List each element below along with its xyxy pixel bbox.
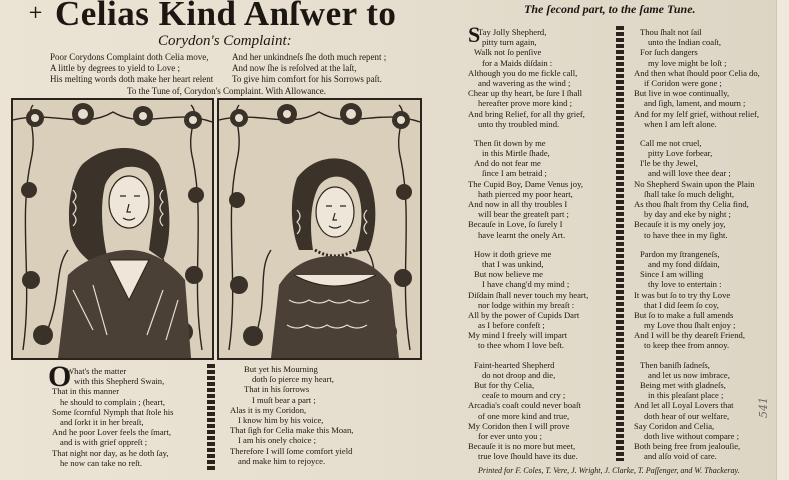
verse-line: for a Maids diſdain : (482, 57, 553, 68)
verse-line: and will love thee dear ; (648, 168, 731, 179)
verse-line: do not droop and die, (482, 369, 556, 380)
verse-line: to have thee in my ſight. (644, 229, 728, 240)
ballad-title: Celias Kind Anſwer to (55, 0, 397, 33)
verse-line: Alas it is my Coridon, (230, 404, 307, 415)
verse-line: And then what ſhould poor Celia do, (634, 67, 760, 78)
verse-line: and alſo void of care. (644, 451, 717, 462)
verse-line: have learnt the onely Art. (478, 229, 566, 240)
stanza-gap (468, 129, 588, 138)
verse-line: I am his onely choice ; (238, 435, 317, 446)
verse-line: of one more kind and true, (478, 410, 570, 421)
verse-col-4 (634, 27, 760, 462)
verse-line: That in his ſorrows (244, 384, 310, 395)
verse-line: by day and eke by night ; (644, 209, 731, 220)
woodcut-man (11, 98, 214, 360)
verse-line: nor lodge within my breaſt : (478, 299, 575, 310)
verse-line: Since I am willing (640, 269, 704, 280)
dropcap-s: S (468, 22, 481, 47)
verse-line: As thou ſhalt from thy Celia find, (634, 199, 749, 209)
verse-line: For ſuch dangers (640, 47, 698, 58)
woodcut-woman (217, 98, 422, 360)
verse-line: Although you do me fickle call, (468, 67, 578, 78)
verse-line: doth hear of our welfare, (644, 410, 730, 421)
verse-line: and my fond diſdain, (648, 258, 720, 269)
verse-line: will bear the greateſt part ; (478, 209, 569, 220)
intro-line: And her unkindneſs ſhe doth much repent ; (232, 52, 387, 62)
verse-line: I know him by his voice, (238, 414, 324, 425)
verse-line: and let us now imbrace, (648, 369, 730, 380)
verse-line: Becauſe in Love, ſo ſurely I (468, 219, 563, 230)
intro-line: To give him comfort for his Sorrows paſt. (232, 74, 382, 84)
verse-line: That night nor day, as he doth ſay, (52, 447, 169, 458)
shelfmark: 541 (757, 397, 770, 418)
verse-line: ſince I am betraid ; (482, 168, 547, 179)
verse-col-3 (468, 27, 588, 462)
verse-line: But now believe me (474, 269, 543, 280)
verse-line: Pardon my ſtrangeneſs, (640, 248, 720, 259)
verse-line: But ſo to make a full amends (634, 309, 734, 320)
cross-mark: + (28, 2, 44, 23)
verse-line: It was but ſo to try thy Love (634, 289, 731, 300)
stanza-gap (634, 351, 760, 360)
verse-line: Say Coridon and Celia, (634, 420, 715, 431)
verse-line: for ever unto you ; (478, 430, 542, 441)
intro-line: His melting words doth make her heart relent (50, 74, 214, 84)
verse-line: and ſorkt it in her breaſt, (60, 416, 144, 427)
verse-line: when I am left alone. (644, 118, 717, 129)
stanza-gap (634, 240, 760, 249)
verse-line: But yet his Mourning (244, 364, 318, 374)
verse-line: I'le be thy Jewel, (640, 158, 698, 169)
verse-line: But live in woe continually, (634, 88, 730, 99)
verse-col-2 (230, 364, 353, 466)
verse-line: my love might be loſt ; (648, 57, 727, 68)
verse-line: Tay Jolly Shepherd, (478, 27, 547, 37)
verse-line: pitty turn again, (482, 37, 537, 48)
verse-line: And now in all thy troubles I (468, 199, 568, 209)
verse-line: doth ſo pierce my heart, (252, 374, 334, 385)
page-edge (776, 0, 789, 480)
intro-right (232, 52, 386, 85)
verse-line: Faint-hearted Shepherd (474, 359, 555, 370)
verse-line: And let all Loyal Lovers that (634, 400, 734, 411)
verse-line: if Coridon were gone ; (644, 77, 722, 88)
verse-line: Then ſit down by me (474, 137, 546, 148)
tune-line: To the Tune of, Corydon's Complaint. With Allowance. (127, 86, 326, 96)
intro-line: And now ſhe is reſolved at the laſt, (232, 63, 357, 73)
verse-line: I have chang'd my mind ; (482, 279, 570, 290)
verse-line: The Cupid Boy, Dame Venus joy, (468, 178, 583, 189)
verse-line: Becauſe it is my onely joy, (634, 219, 726, 230)
stanza-gap (468, 240, 588, 249)
verse-line: Arcadia's coaſt could never boaſt (468, 400, 581, 411)
verse-line: in this pleaſant place ; (648, 390, 724, 401)
verse-line: that I was unkind, (482, 258, 544, 269)
intro-left (50, 52, 213, 85)
intro-line: Poor Corydons Complaint doth Celia move, (50, 52, 209, 62)
verse-line: Therefore I will ſome comfort yield (230, 445, 353, 456)
ornament-divider (207, 364, 215, 470)
second-part-heading: The ſecond part, to the ſame Tune. (524, 2, 696, 16)
dropcap-o: O (48, 360, 72, 393)
verse-line: hereafter prove more kind ; (478, 98, 573, 109)
verse-line: as I before confeſt ; (478, 320, 545, 331)
verse-line: And I will be thy deareſt Friend, (634, 330, 745, 341)
verse-line: doth live without compare ; (644, 430, 739, 441)
verse-line: and make him to rejoyce. (238, 455, 326, 466)
verse-line: he now can take no reſt. (60, 457, 143, 468)
verse-line: ceaſe to mourn and cry ; (482, 390, 566, 401)
verse-line: And do not fear me (474, 158, 541, 169)
verse-line: Some ſcornful Nymph that ſtole his (52, 406, 174, 417)
verse-line: and ſigh, lament, and mourn ; (644, 98, 746, 109)
verse-line: and wavering as the wind ; (478, 77, 571, 88)
verse-line: That in this manner (52, 386, 120, 397)
ornament-divider (616, 26, 624, 461)
verse-line: Diſdain ſhall never touch my heart, (468, 289, 589, 300)
intro-line: A little by degrees to yield to Love ; (50, 63, 180, 73)
verse-line: How it doth grieve me (474, 248, 552, 259)
verse-line: hath pierced my poor heart, (478, 188, 573, 199)
verse-line: unto thy troubled mind. (478, 118, 560, 129)
verse-line: Being met with gladneſs, (640, 380, 726, 390)
verse-line: Thou ſhalt not ſail (640, 27, 702, 37)
verse-line: ſhall take ſo much delight, (644, 188, 734, 199)
printer-imprint: Printed for F. Coles, T. Vere, J. Wright, J. Clarke, T. Paſſenger, and W. Thackeray. (478, 466, 740, 475)
verse-line: I muſt bear a part ; (252, 394, 316, 405)
verse-line: Both being free from jealouſie, (634, 441, 741, 452)
verse-line: to thee whom I love beſt. (478, 340, 564, 351)
verse-line: unto the Indian coaſt, (648, 37, 722, 48)
verse-line: thy love to entertain : (648, 279, 722, 290)
verse-line: Chear up thy heart, be ſure I ſhall (468, 88, 583, 99)
man-portrait-woodcut (13, 100, 212, 358)
stanza-gap (634, 129, 760, 138)
verse-line: Then baniſh ſadneſs, (640, 359, 710, 370)
verse-line: What's the matter (66, 366, 127, 376)
verse-line: Call me not cruel, (640, 137, 702, 148)
verse-line: Walk not ſo penſive (474, 47, 542, 58)
verse-line: and is with grief oppreſt ; (60, 437, 148, 448)
verse-col-1 (52, 366, 174, 468)
verse-line: pitty Love forbear, (648, 148, 713, 159)
ballad-subtitle: Corydon's Complaint: (158, 33, 292, 49)
verse-line: with this Shepherd Swain, (74, 376, 165, 387)
verse-line: And for my ſelf grief, without relief, (634, 108, 760, 119)
verse-line: he should to complain ; (heart, (60, 396, 166, 407)
verse-line: All by the power of Cupids Dart (468, 309, 580, 320)
verse-line: And bring Relief, for all thy grief, (468, 108, 585, 119)
verse-line: my Love thou ſhalt enjoy ; (644, 320, 736, 331)
verse-line: in this Mirtle ſhade, (482, 148, 550, 159)
verse-line: That ſigh for Celia make this Moan, (230, 425, 354, 436)
verse-line: that I did ſeem ſo coy, (644, 299, 719, 310)
woman-portrait-woodcut (219, 100, 420, 358)
verse-line: My mind I freely will impart (468, 330, 568, 341)
verse-line: My Coridon then I will prove (468, 420, 570, 431)
verse-line: to keep thee from annoy. (644, 340, 730, 351)
verse-line: Becauſe it is no more but meet, (468, 441, 576, 452)
verse-line: true love ſhould have its due. (478, 451, 578, 462)
verse-line: And he poor Lover feels the ſmart, (52, 427, 172, 438)
stanza-gap (468, 351, 588, 360)
verse-line: But for thy Celia, (474, 380, 535, 390)
verse-line: No Shepherd Swain upon the Plain (634, 178, 755, 189)
